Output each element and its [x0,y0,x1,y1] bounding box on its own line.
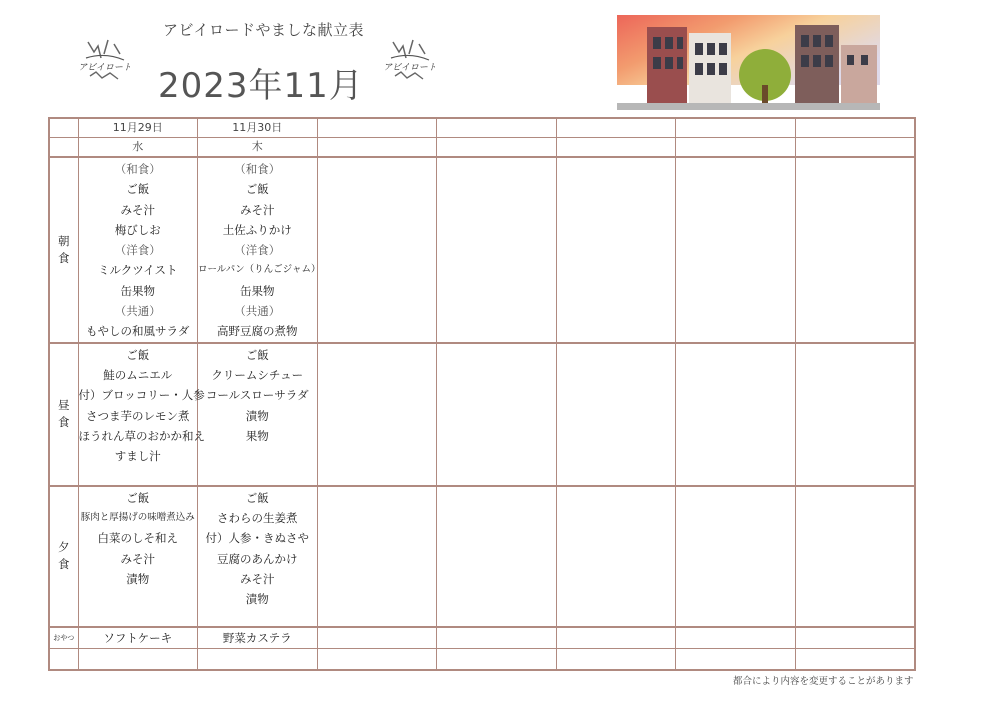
menu-item: 高野豆腐の煮物 [217,324,298,339]
menu-item: さつま芋のレモン煮 [86,408,190,423]
dinner-cell [78,486,198,627]
month-title: 2023年11月 [158,66,364,106]
menu-item: クリームシチュー [211,367,304,382]
breakfast-cell [317,157,437,343]
menu-item: 果物 [245,428,269,443]
menu-item: 漬物 [245,408,269,423]
breakfast-cell [795,157,915,343]
footer-note: 都合により内容を変更することがあります [733,676,914,687]
menu-item: （和食） [234,162,281,176]
date-cell [676,118,796,138]
dinner-cell [437,486,557,627]
menu-table [48,117,916,671]
breakfast-cell [676,157,796,343]
date-row [49,118,915,138]
lunch-cell [676,343,796,486]
dinner-cell [676,486,796,627]
breakfast-cell [198,157,321,343]
menu-item: （共通） [234,304,281,319]
menu-item: 白菜のしそ和え [97,531,178,546]
menu-item: 缶果物 [120,283,155,298]
weekday-cell [795,138,915,158]
menu-item: みそ汁 [120,202,155,217]
menu-item: ご飯 [245,182,269,197]
dinner-cell [556,486,676,627]
corner-cell [49,138,78,158]
lunch-row [49,343,915,486]
menu-item: 付）人参・きぬさや [205,531,309,546]
date-cell [556,118,676,138]
weekday-cell [676,138,796,158]
breakfast-label: 朝 食 [49,157,78,343]
menu-item: ご飯 [126,347,150,362]
menu-item: 豚肉と厚揚げの味噌煮込み [80,511,195,523]
snack-cell: ソフトケーキ [78,627,198,649]
dinner-cell [317,486,437,627]
snack-cell [795,627,915,649]
breakfast-cell [556,157,676,343]
dinner-cell [198,486,318,627]
dinner-cell [795,486,915,627]
menu-item: コールスローサラダ [205,388,309,403]
breakfast-cell [78,157,198,343]
lunch-cell [198,343,318,486]
snack-cell [437,627,557,649]
lunch-label: 昼 食 [49,343,78,486]
dinner-label: 夕 食 [49,486,78,627]
weekday-cell: 木 [198,138,318,158]
menu-item: （共通） [114,304,161,319]
dinner-row [49,486,915,627]
menu-item: 缶果物 [240,283,275,298]
snack-cell [556,627,676,649]
abbey-road-logo-left [80,36,130,86]
menu-item: さわらの生姜煮 [217,510,298,525]
menu-item: 豆腐のあんかけ [217,551,298,566]
menu-item: 梅びしお [114,222,161,237]
menu-item: すまし汁 [114,449,161,464]
menu-item: みそ汁 [240,202,275,217]
menu-item: ご飯 [126,490,150,505]
menu-item: （洋食） [114,243,161,258]
weekday-cell [556,138,676,158]
weekday-row [49,138,915,158]
snack-cell: 野菜カステラ [198,627,318,649]
date-cell [795,118,915,138]
abbey-road-logo-right [385,36,435,86]
date-cell: 11月29日 [78,118,198,138]
menu-item: ほうれん草のおかか和え [78,428,205,443]
menu-item: （洋食） [234,243,281,258]
menu-item: 漬物 [126,571,150,586]
snack-label: おやつ [49,627,78,649]
logo-text: アビイロード [80,63,130,73]
menu-item: もやしの和風サラダ [86,324,190,339]
snack-cell [676,627,796,649]
menu-item: （和食） [114,162,161,176]
menu-item: みそ汁 [240,571,275,586]
menu-item: ミルクツイスト [97,263,178,278]
snack-cell [317,627,437,649]
lunch-cell [78,343,205,486]
weekday-cell [437,138,557,158]
lunch-cell [317,343,437,486]
corner-cell [49,118,78,138]
menu-item: 鮭のムニエル [103,367,173,382]
menu-item: ご飯 [245,347,269,362]
lunch-cell [795,343,915,486]
logo-text: アビイロード [385,63,435,73]
date-cell [317,118,437,138]
blank-row [49,648,915,670]
menu-item: ロールパン（りんごジャム） [198,264,321,276]
breakfast-cell [437,157,557,343]
facility-title: アビイロードやましな献立表 [163,21,365,39]
date-cell [437,118,557,138]
menu-item: 土佐ふりかけ [222,222,292,237]
menu-item: ご飯 [126,182,150,197]
snack-row [49,627,915,649]
weekday-cell [317,138,437,158]
date-cell: 11月30日 [198,118,318,138]
menu-item: 漬物 [245,592,269,607]
townhouse-illustration [617,15,880,110]
lunch-cell [556,343,676,486]
menu-item: 付）ブロッコリー・人参 [78,388,205,403]
menu-item: ご飯 [245,490,269,505]
weekday-cell: 水 [78,138,198,158]
lunch-cell [437,343,557,486]
breakfast-row [49,157,915,343]
menu-item: みそ汁 [120,551,155,566]
